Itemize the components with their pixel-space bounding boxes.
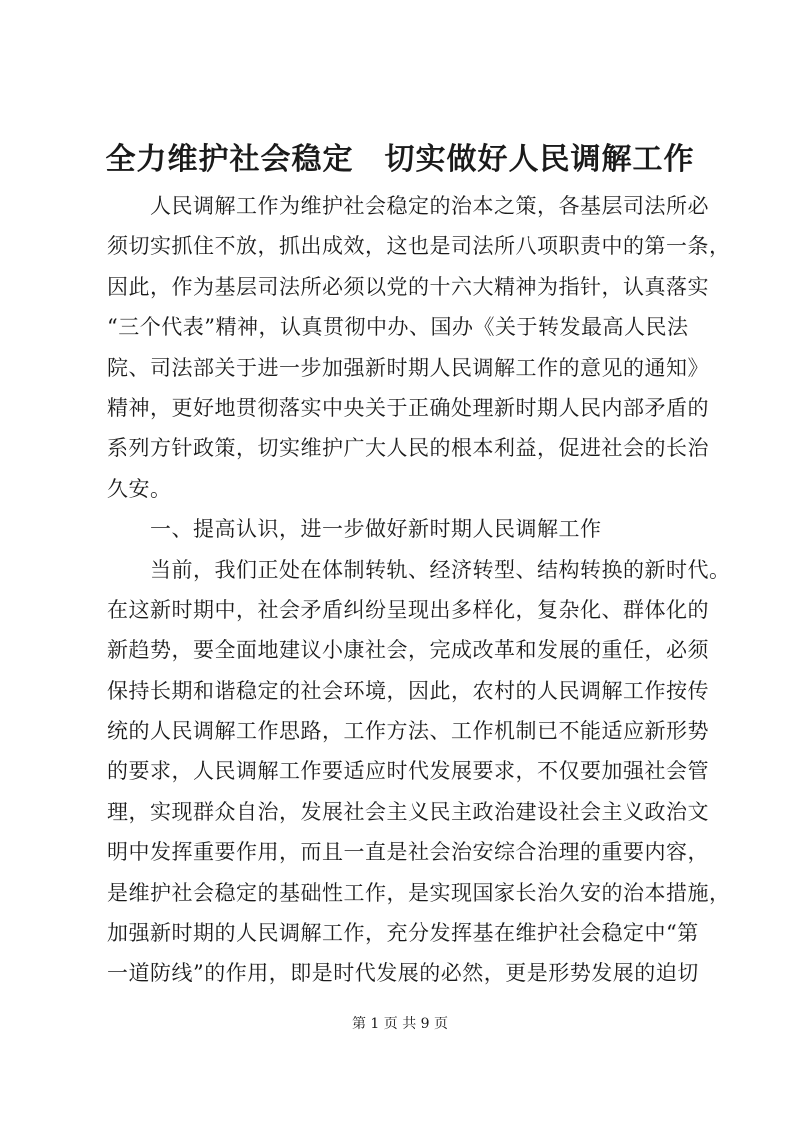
- body-line: 久安。: [107, 476, 172, 501]
- body-line: 院、司法部关于进一步加强新时期人民调解工作的意见的通知》: [107, 355, 709, 380]
- page-number-footer: 第 1 页 共 9 页: [351, 1016, 449, 1032]
- body-line: 当前，我们正处在体制转轨、经济转型、结构转换的新时代。: [107, 557, 731, 582]
- body-line: 精神，更好地贯彻落实中央关于正确处理新时期人民内部矛盾的: [107, 395, 709, 420]
- body-line: 一道防线”的作用，即是时代发展的必然，更是形势发展的迫切: [107, 961, 699, 986]
- document-title: 全力维护社会稳定 切实做好人民调解工作: [105, 142, 695, 177]
- body-line: 须切实抓住不放，抓出成效，这也是司法所八项职责中的第一条，: [107, 234, 731, 259]
- body-line: “三个代表”精神，认真贯彻中办、国办《关于转发最高人民法: [107, 315, 689, 340]
- body-line: 加强新时期的人民调解工作，充分发挥基在维护社会稳定中“第: [107, 921, 699, 946]
- document-body: [107, 186, 731, 994]
- body-line: 是维护社会稳定的基础性工作，是实现国家长治久安的治本措施，: [107, 880, 731, 905]
- body-line: 保持长期和谐稳定的社会环境，因此，农村的人民调解工作按传: [107, 678, 709, 703]
- body-line: 明中发挥重要作用，而且一直是社会治安综合治理的重要内容，: [107, 840, 709, 865]
- body-line: 新趋势，要全面地建议小康社会，完成改革和发展的重任，必须: [107, 638, 709, 663]
- body-line: 理，实现群众自治，发展社会主义民主政治建设社会主义政治文: [107, 799, 709, 824]
- body-line: 统的人民调解工作思路，工作方法、工作机制已不能适应新形势: [107, 719, 709, 744]
- body-line: 在这新时期中，社会矛盾纠纷呈现出多样化，复杂化、群体化的: [107, 597, 709, 622]
- body-line: 人民调解工作为维护社会稳定的治本之策，各基层司法所必: [107, 194, 709, 218]
- section-heading: 一、提高认识，进一步做好新时期人民调解工作: [107, 517, 602, 542]
- body-line: 系列方针政策，切实维护广大人民的根本利益，促进社会的长治: [107, 436, 709, 461]
- body-line: 因此，作为基层司法所必须以党的十六大精神为指针，认真落实: [107, 274, 709, 299]
- body-line: 的要求，人民调解工作要适应时代发展要求，不仅要加强社会管: [107, 759, 709, 784]
